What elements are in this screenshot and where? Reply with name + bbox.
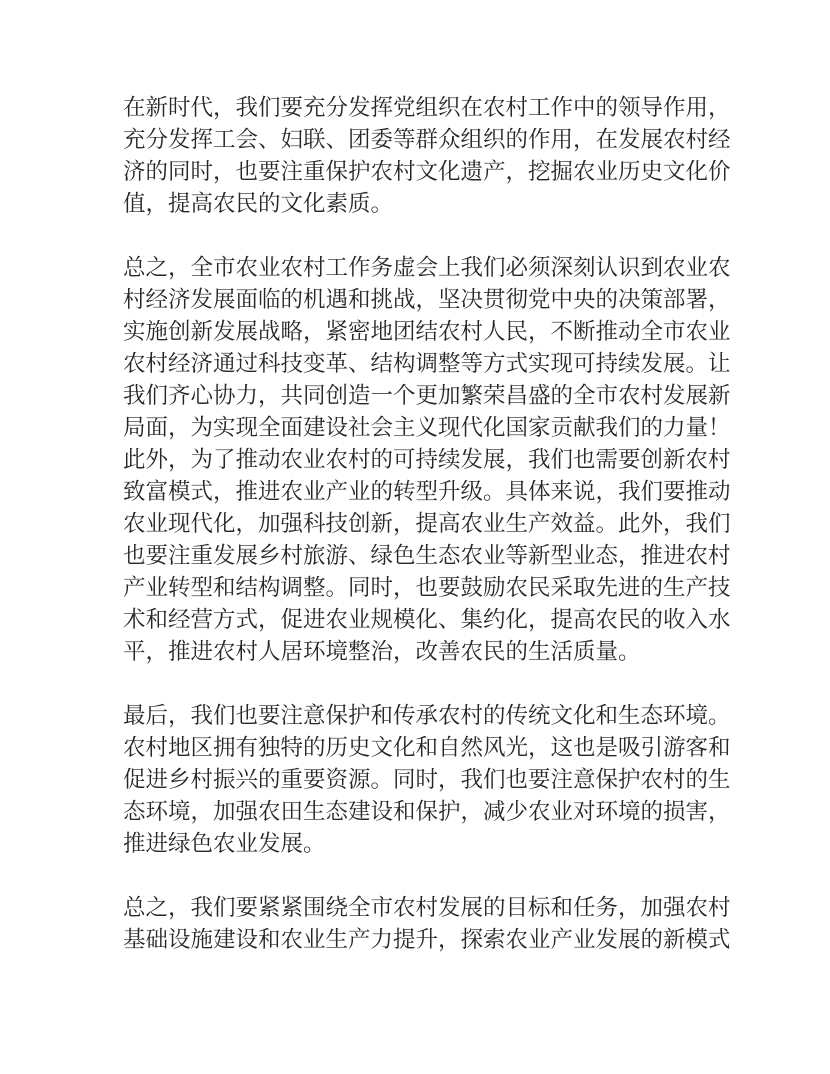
- document-page: [123, 92, 731, 988]
- text-line: 局面，为实现全面建设社会主义现代化国家贡献我们的力量！: [123, 415, 731, 441]
- paragraph-1: [123, 92, 731, 220]
- text-line: 农业现代化，加强科技创新，提高农业生产效益。此外，我们: [123, 511, 731, 537]
- text-line: 在新时代，我们要充分发挥党组织在农村工作中的领导作用，: [123, 95, 731, 121]
- text-line: 平，推进农村人居环境整治，改善农民的生活质量。: [123, 639, 641, 665]
- text-line: 我们齐心协力，共同创造一个更加繁荣昌盛的全市农村发展新: [123, 383, 731, 409]
- text-line: 产业转型和结构调整。同时，也要鼓励农民采取先进的生产技: [123, 575, 731, 601]
- text-line: 态环境，加强农田生态建设和保护，减少农业对环境的损害，: [123, 799, 731, 825]
- text-line: 充分发挥工会、妇联、团委等群众组织的作用，在发展农村经: [123, 127, 731, 153]
- text-line: 农村经济通过科技变革、结构调整等方式实现可持续发展。让: [123, 351, 731, 377]
- text-line: 实施创新发展战略，紧密地团结农村人民，不断推动全市农业: [123, 319, 731, 345]
- paragraph-4: [123, 700, 731, 860]
- text-line: 总之，全市农业农村工作务虚会上我们必须深刻认识到农业农: [123, 255, 731, 281]
- text-line: 术和经营方式，促进农业规模化、集约化，提高农民的收入水: [123, 607, 731, 633]
- text-line: 最后，我们也要注意保护和传承农村的传统文化和生态环境。: [123, 703, 731, 729]
- text-line: 推进绿色农业发展。: [123, 831, 326, 857]
- paragraph-5: [123, 892, 731, 956]
- text-line: 此外，为了推动农业农村的可持续发展，我们也需要创新农村: [123, 447, 731, 473]
- text-line: 值，提高农民的文化素质。: [123, 191, 394, 217]
- text-line: 农村地区拥有独特的历史文化和自然风光，这也是吸引游客和: [123, 735, 731, 761]
- text-line: 总之，我们要紧紧围绕全市农村发展的目标和任务，加强农村: [123, 895, 731, 921]
- text-line: 促进乡村振兴的重要资源。同时，我们也要注意保护农村的生: [123, 767, 731, 793]
- text-line: 济的同时，也要注重保护农村文化遗产，挖掘农业历史文化价: [123, 159, 731, 185]
- text-line: 致富模式，推进农业产业的转型升级。具体来说，我们要推动: [123, 479, 731, 505]
- text-line: 基础设施建设和农业生产力提升，探索农业产业发展的新模式: [123, 927, 731, 953]
- text-line: 也要注重发展乡村旅游、绿色生态农业等新型业态，推进农村: [123, 543, 731, 569]
- paragraph-3: [123, 444, 731, 668]
- paragraph-2: [123, 252, 731, 444]
- text-line: 村经济发展面临的机遇和挑战，坚决贯彻党中央的决策部署，: [123, 287, 731, 313]
